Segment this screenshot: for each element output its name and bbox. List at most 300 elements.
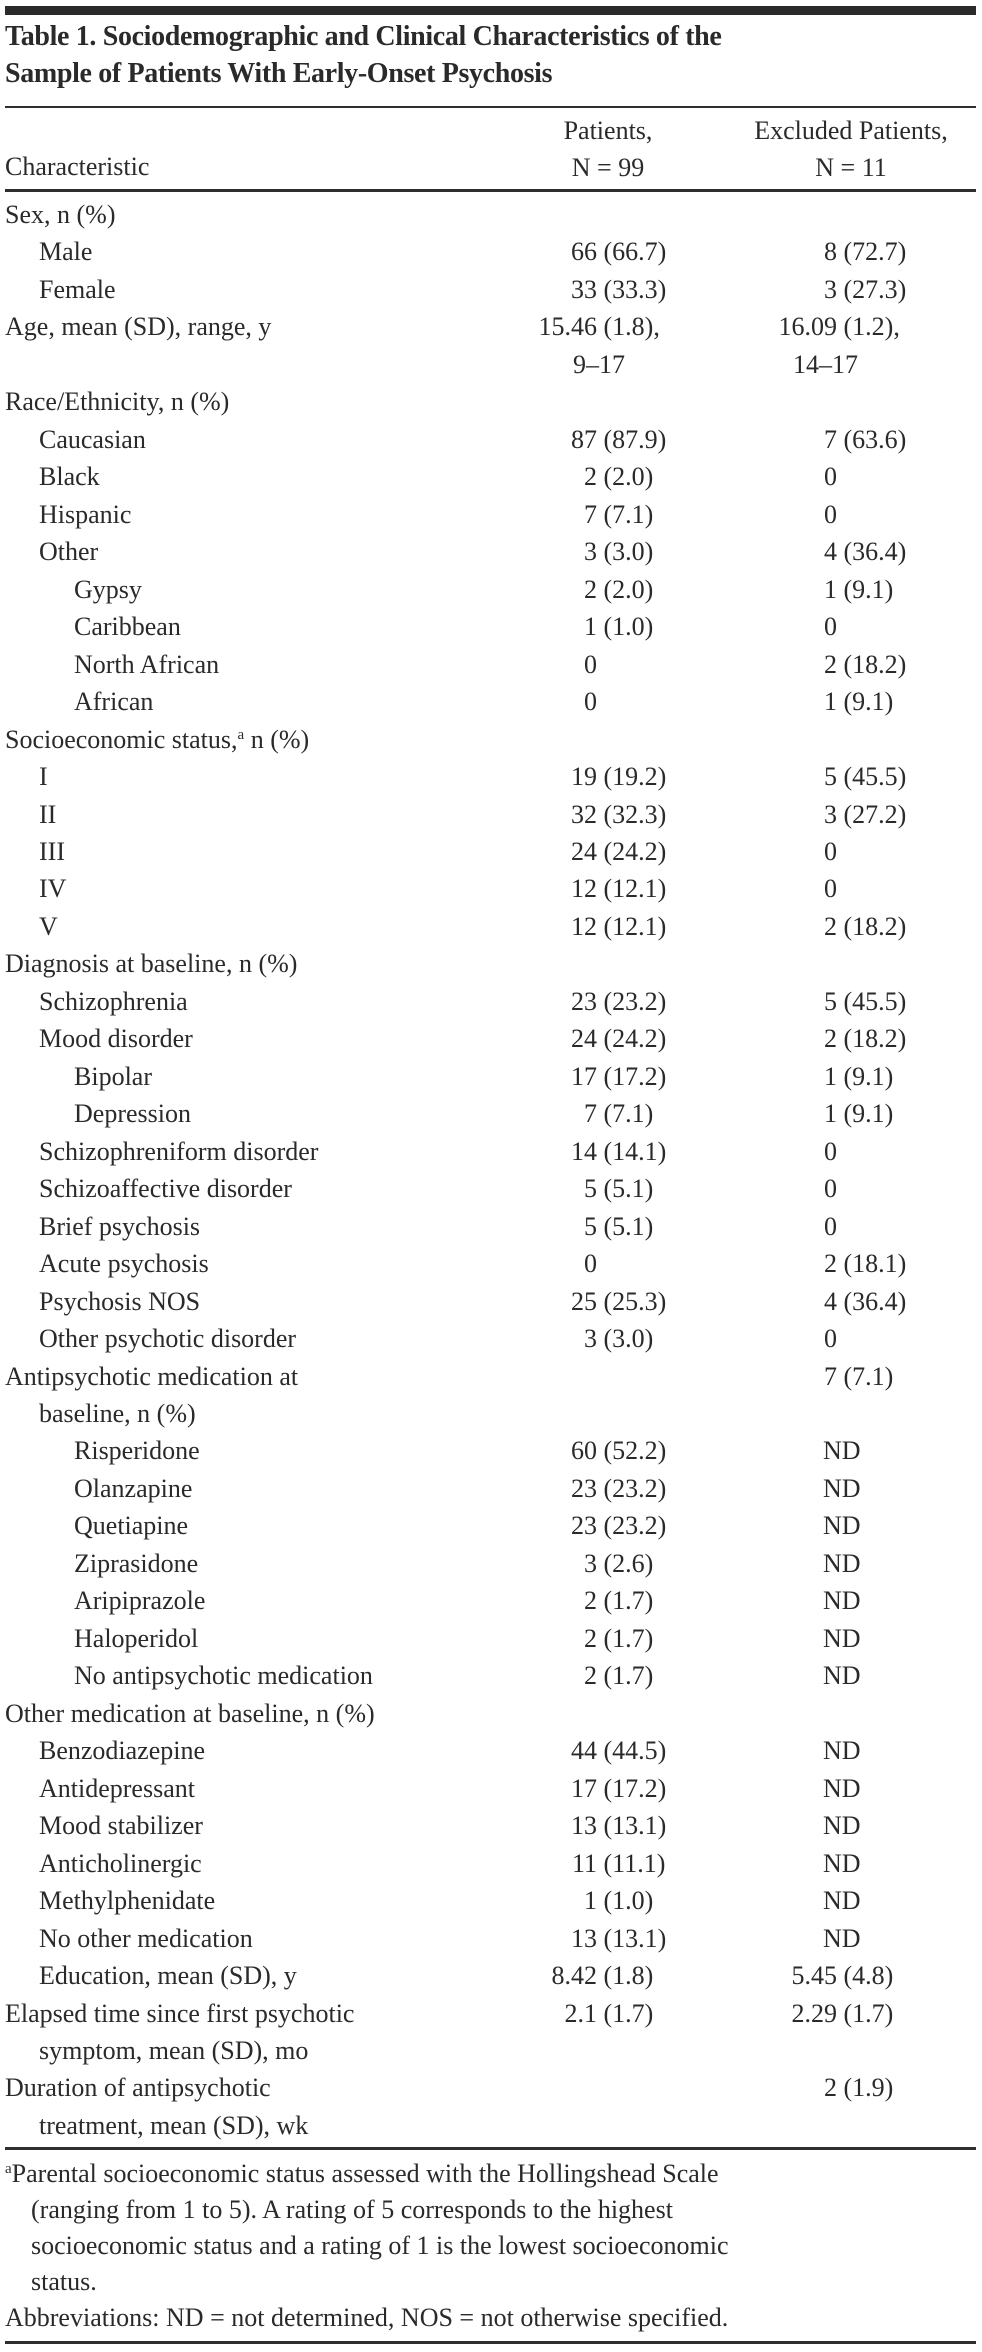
value-count: ND	[823, 1586, 861, 1616]
value-count: 23	[571, 1511, 597, 1541]
cell-patients	[497, 646, 597, 683]
value-count: 1	[584, 612, 597, 642]
footnote-a-line	[5, 2156, 965, 2192]
value-percent: (7.1)	[597, 499, 654, 529]
cell-patients	[497, 908, 666, 945]
value-count: 0	[584, 1249, 597, 1279]
value-count: 19	[571, 762, 597, 792]
header-rule	[5, 189, 976, 192]
value-percent: (1.8),	[597, 312, 660, 342]
row-label: Bipolar	[74, 1061, 152, 1091]
row-label: Duration of antipsychotic	[5, 2073, 271, 2103]
row-label: Antidepressant	[39, 1773, 195, 1803]
row-label: Male	[39, 237, 93, 267]
table-row	[0, 421, 982, 458]
cell-patients	[497, 1020, 666, 1057]
table-row	[0, 1133, 982, 1170]
cell-patients	[497, 1995, 653, 2032]
cell-patients	[497, 271, 666, 308]
value-count: 2	[584, 574, 597, 604]
value-count: 2	[824, 1249, 837, 1279]
value-percent: (52.2)	[597, 1436, 667, 1466]
row-label: Age, mean (SD), range, y	[5, 312, 272, 342]
cell-patients	[497, 1582, 653, 1619]
value-count: 1	[824, 687, 837, 717]
value-count: 14	[571, 1136, 597, 1166]
value-percent: (1.9)	[837, 2073, 894, 2103]
value-percent: (24.2)	[597, 836, 667, 866]
value-count: 8	[824, 237, 837, 267]
row-label: Mood stabilizer	[39, 1811, 203, 1841]
cell-patients	[497, 496, 653, 533]
row-label: Depression	[74, 1099, 191, 1129]
table-title-line-1: Table 1. Sociodemographic and Clinical Characteristics of the	[5, 21, 722, 52]
value-percent: (7.1)	[837, 1361, 894, 1391]
value-count: 7	[824, 424, 837, 454]
cell-patients	[497, 1957, 653, 1994]
value-count: ND	[823, 1511, 861, 1541]
value-count: 4	[824, 1286, 837, 1316]
cell-patients	[497, 308, 660, 345]
value-count: 24	[571, 836, 597, 866]
value-percent: (7.1)	[597, 1099, 654, 1129]
cell-excluded	[737, 833, 837, 870]
table-row	[0, 833, 982, 870]
cell-patients	[497, 1545, 653, 1582]
value-percent: (24.2)	[597, 1024, 667, 1054]
table-title	[5, 18, 980, 92]
value-count: 3	[584, 1548, 597, 1578]
cell-patients	[497, 458, 653, 495]
value-count: 0	[824, 836, 837, 866]
cell-excluded	[737, 608, 837, 645]
value-count: 17	[571, 1061, 597, 1091]
cell-excluded	[737, 233, 906, 270]
cell-excluded	[737, 1245, 906, 1282]
cell-patients	[497, 1470, 666, 1507]
value-count: 12	[571, 874, 597, 904]
value-count: 2	[824, 911, 837, 941]
value-count: 25	[571, 1286, 597, 1316]
cell-patients	[497, 796, 666, 833]
value-count: 33	[571, 274, 597, 304]
value-count: 0	[824, 1211, 837, 1241]
cell-patients	[497, 1732, 666, 1769]
row-label: Other medication at baseline, n (%)	[5, 1698, 375, 1728]
value-percent: (45.5)	[837, 762, 907, 792]
row-label: Brief psychosis	[39, 1211, 201, 1241]
value-count: 23	[571, 1473, 597, 1503]
value-percent: (19.2)	[597, 762, 667, 792]
cell-excluded	[737, 1807, 861, 1844]
header-patients-label: Patients,	[563, 116, 653, 145]
cell-excluded-range: 14–17	[793, 349, 858, 379]
cell-excluded	[737, 646, 906, 683]
cell-excluded	[737, 1582, 861, 1619]
value-count: 15.46	[538, 312, 597, 342]
footnote-marker: a	[237, 726, 245, 743]
value-count: ND	[823, 1773, 861, 1803]
cell-excluded	[737, 271, 906, 308]
cell-excluded	[737, 308, 900, 345]
table-row	[0, 758, 982, 795]
table-row	[0, 683, 982, 720]
value-percent: (9.1)	[837, 574, 894, 604]
cell-patients	[497, 421, 666, 458]
cell-patients	[497, 1807, 666, 1844]
value-percent: (1.0)	[597, 612, 654, 642]
value-count: 0	[824, 462, 837, 492]
value-count: 3	[824, 274, 837, 304]
cell-excluded	[737, 1432, 861, 1469]
cell-excluded	[737, 1283, 906, 1320]
value-percent: (12.1)	[597, 911, 667, 941]
table-title-line-2: Sample of Patients With Early-Onset Psychosis	[5, 58, 553, 89]
value-percent: (1.8)	[597, 1961, 654, 1991]
value-count: 12	[571, 911, 597, 941]
cell-patients	[497, 1133, 666, 1170]
value-percent: (2.0)	[597, 574, 654, 604]
value-percent: (4.8)	[837, 1961, 894, 1991]
table-row	[0, 1920, 982, 1957]
row-label: Race/Ethnicity, n (%)	[5, 387, 230, 417]
cell-excluded	[737, 796, 906, 833]
table-row	[0, 1095, 982, 1132]
value-percent: (14.1)	[597, 1136, 667, 1166]
cell-patients	[497, 1620, 653, 1657]
row-label-continuation: baseline, n (%)	[39, 1399, 196, 1428]
value-percent: (1.2),	[837, 312, 900, 342]
value-percent: (25.3)	[597, 1286, 667, 1316]
row-label-suffix: n (%)	[244, 724, 310, 754]
value-percent: (44.5)	[597, 1736, 667, 1766]
value-percent: (23.2)	[597, 1473, 667, 1503]
table-row	[0, 196, 982, 233]
value-count: 3	[584, 1324, 597, 1354]
cell-excluded	[737, 1133, 837, 1170]
table-row	[0, 1507, 982, 1544]
value-count: 5.45	[791, 1961, 837, 1991]
cell-excluded	[737, 1995, 893, 2032]
table-row	[0, 571, 982, 608]
row-label: Methylphenidate	[39, 1886, 216, 1916]
cell-patients	[497, 1170, 653, 1207]
cell-excluded	[737, 683, 893, 720]
row-label: Mood disorder	[39, 1024, 193, 1054]
table-row	[0, 1058, 982, 1095]
value-count: ND	[823, 1623, 861, 1653]
row-label: North African	[74, 649, 220, 679]
value-percent: (27.3)	[837, 274, 907, 304]
value-count: ND	[823, 1661, 861, 1691]
table-row	[0, 1957, 982, 1994]
value-count: 17	[571, 1773, 597, 1803]
value-count: 60	[571, 1436, 597, 1466]
row-label: Risperidone	[74, 1436, 200, 1466]
row-label: IV	[39, 874, 67, 904]
footnote-a-line: status.	[31, 2267, 97, 2296]
row-label: Elapsed time since first psychotic	[5, 1998, 355, 2028]
footnote-a	[5, 2156, 965, 2300]
value-count: 0	[824, 499, 837, 529]
value-percent: (13.1)	[597, 1923, 667, 1953]
value-percent: (87.9)	[597, 424, 667, 454]
row-label: Education, mean (SD), y	[39, 1961, 297, 1991]
value-percent: (1.7)	[597, 1586, 654, 1616]
value-count: 2	[584, 1661, 597, 1691]
value-count: 2	[824, 2073, 837, 2103]
row-label: Antipsychotic medication at	[5, 1361, 299, 1391]
cell-patients	[497, 833, 666, 870]
value-count: ND	[823, 1848, 861, 1878]
value-count: 3	[824, 799, 837, 829]
table-row	[0, 945, 982, 982]
value-percent: (1.7)	[837, 1998, 894, 2028]
cell-patients	[497, 983, 666, 1020]
table-row	[0, 1995, 982, 2032]
table-row	[0, 1807, 982, 1844]
cell-excluded	[737, 1732, 861, 1769]
row-label: Olanzapine	[74, 1473, 193, 1503]
cell-patients	[497, 1095, 653, 1132]
value-count: 0	[824, 1324, 837, 1354]
value-count: 3	[584, 537, 597, 567]
row-label: Other	[39, 537, 99, 567]
table-row-continuation	[0, 2107, 982, 2144]
table-row	[0, 1432, 982, 1469]
table-row	[0, 233, 982, 270]
value-count: 11	[571, 1848, 597, 1878]
table-row	[0, 1882, 982, 1919]
value-count: 0	[824, 874, 837, 904]
row-label: Anticholinergic	[39, 1848, 202, 1878]
value-count: 87	[571, 424, 597, 454]
row-label: Caucasian	[39, 424, 146, 454]
table-row	[0, 1657, 982, 1694]
cell-patients	[497, 1432, 666, 1469]
cell-excluded	[737, 571, 893, 608]
cell-excluded	[737, 908, 906, 945]
value-count: 2.29	[791, 1998, 837, 2028]
row-label: Diagnosis at baseline, n (%)	[5, 949, 298, 979]
table-row-continuation	[0, 2032, 982, 2069]
value-count: 7	[584, 1099, 597, 1129]
cell-excluded	[737, 1095, 893, 1132]
header-patients	[548, 112, 668, 186]
cell-excluded	[737, 1882, 861, 1919]
row-label: No other medication	[39, 1923, 253, 1953]
table-row	[0, 383, 982, 420]
value-count: 32	[571, 799, 597, 829]
value-percent: (2.6)	[597, 1548, 654, 1578]
cell-excluded	[737, 1620, 861, 1657]
table-row	[0, 721, 982, 758]
table-body	[0, 196, 982, 2144]
cell-patients	[497, 1245, 597, 1282]
cell-patients	[497, 1208, 653, 1245]
cell-excluded	[737, 1208, 837, 1245]
cell-patients	[497, 1770, 666, 1807]
value-percent: (9.1)	[837, 1099, 894, 1129]
row-label: I	[39, 762, 48, 792]
value-percent: (9.1)	[837, 687, 894, 717]
cell-excluded	[737, 983, 906, 1020]
value-count: 24	[571, 1024, 597, 1054]
value-count: 1	[824, 1061, 837, 1091]
value-percent: (1.7)	[597, 1661, 654, 1691]
value-count: 1	[824, 1099, 837, 1129]
value-count: 7	[584, 499, 597, 529]
value-percent: (11.1)	[597, 1848, 666, 1878]
cell-patients	[497, 233, 666, 270]
value-count: 44	[571, 1736, 597, 1766]
value-count: ND	[823, 1923, 861, 1953]
table-row	[0, 1582, 982, 1619]
value-percent: (5.1)	[597, 1211, 654, 1241]
cell-excluded	[737, 1657, 861, 1694]
table-row	[0, 1320, 982, 1357]
table-row	[0, 458, 982, 495]
table-row	[0, 608, 982, 645]
table-row	[0, 1283, 982, 1320]
cell-excluded	[737, 758, 906, 795]
value-percent: (63.6)	[837, 424, 907, 454]
row-label: II	[39, 799, 57, 829]
value-count: 0	[584, 649, 597, 679]
value-count: 2	[824, 649, 837, 679]
title-rule	[5, 106, 976, 108]
value-percent: (5.1)	[597, 1174, 654, 1204]
value-percent: (23.2)	[597, 1511, 667, 1541]
table-row-continuation	[0, 1395, 982, 1432]
cell-patients	[497, 571, 653, 608]
value-count: ND	[823, 1473, 861, 1503]
row-label: African	[74, 687, 154, 717]
value-count: 1	[584, 1886, 597, 1916]
table-row-continuation	[0, 346, 982, 383]
footnote-a-line: (ranging from 1 to 5). A rating of 5 corresponds to the highest	[31, 2195, 673, 2224]
row-label: Schizophreniform disorder	[39, 1136, 319, 1166]
cell-patients-range: 9–17	[573, 349, 625, 379]
cell-excluded	[737, 1170, 837, 1207]
cell-excluded	[737, 1845, 861, 1882]
value-percent: (3.0)	[597, 1324, 654, 1354]
value-count: 0	[824, 1174, 837, 1204]
value-percent: (17.2)	[597, 1061, 667, 1091]
table-row	[0, 1245, 982, 1282]
table-row	[0, 908, 982, 945]
cell-patients	[497, 758, 666, 795]
cell-excluded	[737, 496, 837, 533]
table-row	[0, 1620, 982, 1657]
value-count: 0	[584, 687, 597, 717]
table-row	[0, 870, 982, 907]
value-percent: (45.5)	[837, 986, 907, 1016]
value-percent: (17.2)	[597, 1773, 667, 1803]
table-row	[0, 2069, 982, 2106]
cell-excluded	[737, 1058, 893, 1095]
cell-excluded	[737, 1358, 893, 1395]
table-row	[0, 1770, 982, 1807]
row-label: Psychosis NOS	[39, 1286, 201, 1316]
table-row	[0, 1208, 982, 1245]
row-label: Aripiprazole	[74, 1586, 206, 1616]
footnote-abbreviations: Abbreviations: ND = not determined, NOS = not otherwise specified.	[5, 2303, 729, 2332]
value-percent: (36.4)	[837, 1286, 907, 1316]
row-label: Female	[39, 274, 116, 304]
cell-patients	[497, 870, 666, 907]
header-excluded-label: Excluded Patients,	[754, 116, 948, 145]
header-excluded-n: N = 11	[815, 153, 887, 182]
row-label: Other psychotic disorder	[39, 1324, 297, 1354]
value-percent: (1.7)	[597, 1623, 654, 1653]
cell-patients	[497, 683, 597, 720]
value-percent: (18.1)	[837, 1249, 907, 1279]
value-count: 13	[571, 1811, 597, 1841]
header-excluded	[727, 112, 975, 186]
table-row	[0, 533, 982, 570]
value-percent: (66.7)	[597, 237, 667, 267]
value-percent: (27.2)	[837, 799, 907, 829]
header-characteristic: Characteristic	[5, 152, 150, 181]
value-count: 5	[824, 762, 837, 792]
value-percent: (72.7)	[837, 237, 907, 267]
value-count: ND	[823, 1886, 861, 1916]
value-count: 2	[824, 1024, 837, 1054]
row-label: No antipsychotic medication	[74, 1661, 373, 1691]
value-count: 0	[824, 612, 837, 642]
cell-excluded	[737, 1770, 861, 1807]
cell-excluded	[737, 1545, 861, 1582]
value-count: 23	[571, 986, 597, 1016]
value-percent: (36.4)	[837, 537, 907, 567]
table-row	[0, 1170, 982, 1207]
cell-patients	[497, 1845, 665, 1882]
row-label: Haloperidol	[74, 1623, 199, 1653]
row-label: Black	[39, 462, 100, 492]
top-rule	[5, 6, 976, 15]
value-percent: (18.2)	[837, 911, 907, 941]
cell-excluded	[737, 1470, 861, 1507]
cell-patients	[497, 1283, 666, 1320]
value-count: 13	[571, 1923, 597, 1953]
row-label: Schizoaffective disorder	[39, 1174, 292, 1204]
footnote-a-marker: a	[5, 2161, 12, 2177]
value-count: 7	[824, 1361, 837, 1391]
row-label: Ziprasidone	[74, 1548, 199, 1578]
table-row	[0, 983, 982, 1020]
cell-patients	[497, 1058, 666, 1095]
value-percent: (13.1)	[597, 1811, 667, 1841]
cell-excluded	[737, 458, 837, 495]
table-row	[0, 1545, 982, 1582]
footnote-a-line: socioeconomic status and a rating of 1 is the lowest socioeconomic	[31, 2231, 729, 2260]
value-percent: (9.1)	[837, 1061, 894, 1091]
cell-excluded	[737, 1507, 861, 1544]
cell-patients	[497, 1320, 653, 1357]
cell-excluded	[737, 2069, 893, 2106]
value-percent: (1.7)	[597, 1998, 654, 2028]
cell-excluded	[737, 1957, 893, 1994]
table-row	[0, 1695, 982, 1732]
table-row	[0, 308, 982, 345]
value-count: 2.1	[564, 1998, 597, 2028]
cell-excluded	[737, 533, 906, 570]
table-row	[0, 1020, 982, 1057]
table-row	[0, 796, 982, 833]
row-label: Acute psychosis	[39, 1249, 209, 1279]
table-bottom-rule	[5, 2147, 976, 2150]
